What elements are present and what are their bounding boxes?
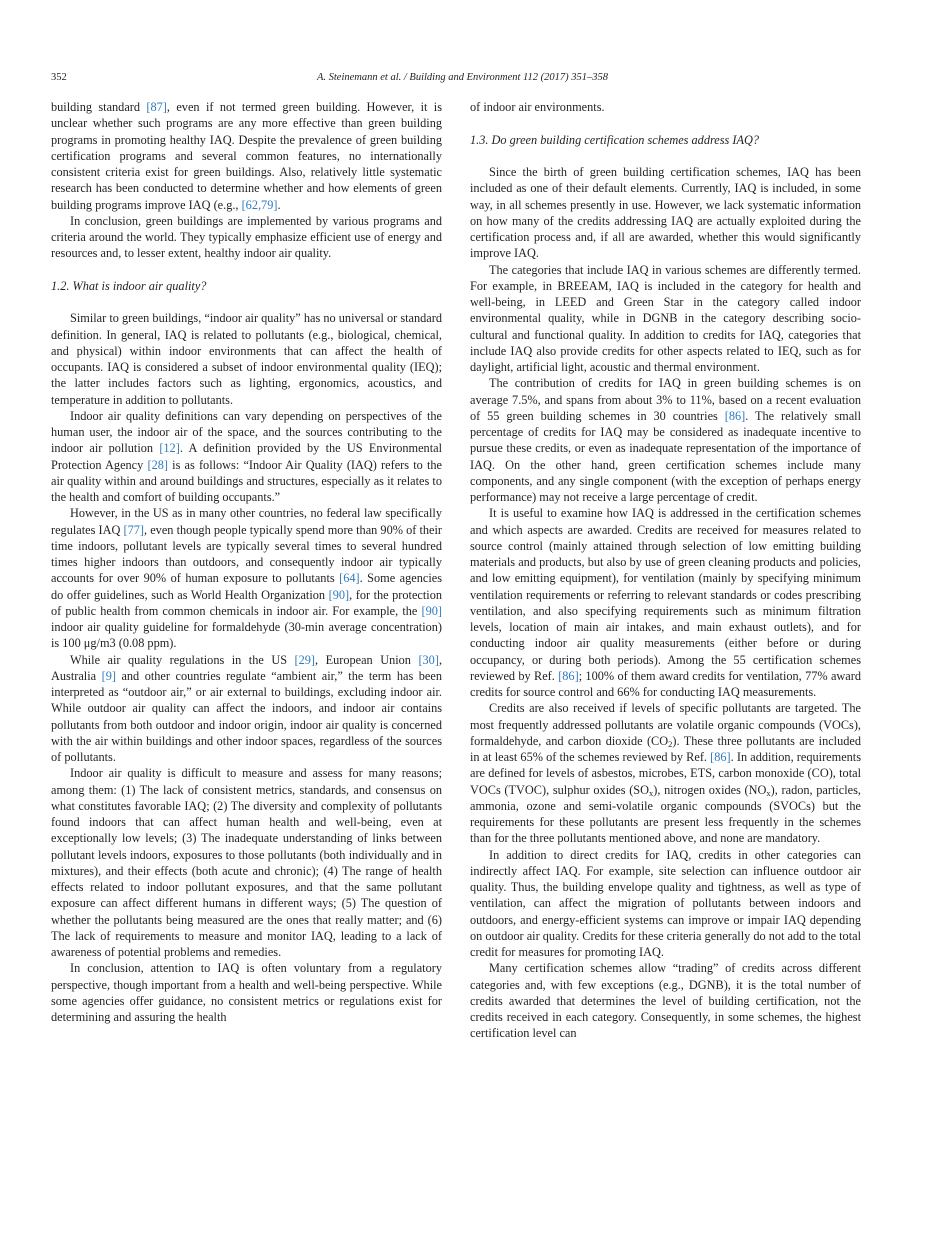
- paragraph: Indoor air quality is difficult to measure and assess for many reasons; among them: (1) The lack of consistent metrics, standards, and consensus on what constitutes favorable IAQ; (2) The diversity and complexity of pollutants found indoors that can affect human health and well-being, even at exceptionally low levels; (3) The inadequate understanding of links between pollutant levels indoors, exposures to those pollutants (both individually and in mixtures), and their effects (both acute and chronic); (4) The range of health effects related to indoor pollutant exposures, and that the same pollutant exposure can affect different humans in different ways; (5) The question of whether the pollutants being measured are the ones that really matter; and (6) The lack of requirements to measure and monitor IAQ, leading to a lack of awareness of potential problems and remedies.: [51, 766, 442, 959]
- citation-link[interactable]: [12]: [159, 441, 180, 456]
- paragraph: Credits are also received if levels of specific pollutants are targeted. The most frequently addressed pollutants are volatile organic compounds (VOCs), formaldehyde, and carbon dioxide $(CO_2)$. These three pollutants are included in at least 65% of the schemes reviewed by Ref. [86]. In addition, requirements are defined for levels of asbestos, microbes, ETS, carbon monoxide (CO), total VOCs (TVOC), sulphur oxides $(SO_x)$, nitrogen oxides $(NO_x)$, radon, particles, ammonia, ozone and semi-volatile organic compounds (SVOCs) but the requirements for these pollutants are present less frequently in the schemes than for the three pollutants mentioned above, and none are mandatory.: [470, 701, 861, 846]
- citation-link[interactable]: [29]: [294, 652, 316, 667]
- citation-link[interactable]: [77]: [123, 522, 145, 537]
- subscript: 2: [668, 738, 673, 749]
- paragraph: However, in the US as in many other countries, no federal law specifically regulates IAQ [77], even though people typically spend more than 90% of their time indoors, pollutant levels are typically several times to several hundred times higher indoors than outdoors, and consequently indoor air typically accounts for over 90% of human exposure to pollutants [64]. Some agencies do offer guidelines, such as World Health Organization [90], for the protection of public health from common chemicals in indoor air. For example, the [90] indoor air quality guideline for formaldehyde (30-min average concentration) is 100 μg/m3 (0.08 ppm).: [51, 506, 443, 651]
- citation-link[interactable]: [87]: [146, 100, 167, 114]
- paragraph: The categories that include IAQ in various schemes are differently termed. For example, in BREEAM, IAQ is included in the category for health and well-being, in LEED and Green Star in the category called indoor environmental quality, while in DGNB in the category describing socio-cultural and functional quality. In addition to credits for IAQ, categories that include IAQ also provide credits for other aspects related to IEQ, such as for daylight, artificial light, acoustic and thermal environment.: [470, 262, 861, 374]
- citation-link[interactable]: [28]: [147, 457, 168, 472]
- left-column: [51, 99, 442, 1025]
- page-number: 352: [51, 72, 67, 83]
- paragraph: It is useful to examine how IAQ is addressed in the certification schemes and which aspects are awarded. Credits are received for measures related to source control (mainly attained through selection of low emitting building materials and products, but also by use of green cleaning products and policies, and low emitting equipment), for ventilation (mainly by specifying minimum ventilation requirements or referring to relevant standards or codes prescribing ventilation, and also specifying requirements such as minimum filtration levels, location of main air intakes, and main exhaust outlets), and for conducting indoor air quality measurements (either before or during occupancy, or during both periods). Among the 55 certification schemes reviewed by Ref. [86]; 100% of them award credits for ventilation, 77% award credits for source control and 66% for conducting IAQ measurements.: [470, 506, 861, 699]
- citation-link[interactable]: [90]: [328, 587, 350, 602]
- right-column: [470, 99, 861, 1042]
- paragraph: of indoor air environments.: [470, 100, 605, 114]
- subscript: x: [766, 787, 771, 798]
- paragraph: While air quality regulations in the US [29], European Union [30], Australia [9] and other countries regulate “ambient air,” the term has been interpreted as “outdoor air,” or air external to buildings, excluding indoor air. While outdoor air quality can affect the indoors, and indoor air contains pollutants from both outdoor and indoor origin, indoor air quality is concerned with the air within buildings and other indoor spaces, regardless of the sources of pollutants.: [51, 652, 443, 764]
- paragraph: Many certification schemes allow “trading” of credits across different categories and, with few exceptions (e.g., DGNB), it is the total number of credits awarded that determines the level of building certification, not the credits received in each category. Consequently, in some schemes, the highest certification level can: [470, 961, 861, 1041]
- paragraph: The contribution of credits for IAQ in green building schemes is on average 7.5%, and spans from about 3% to 11%, based on a recent evaluation of 55 green building schemes in 30 countries [86]. The relatively small percentage of credits for IAQ may be considered as inadequate incentive to pursue these credits, or even as inadequate representation of the importance of IAQ. On the other hand, green certification schemes include many components, and any single component (with the exception of perhaps energy performance) may not receive a large percentage of credit.: [470, 376, 862, 504]
- paragraph: In conclusion, attention to IAQ is often voluntary from a regulatory perspective, though important from a health and well-being perspective. While some agencies offer guidance, no consistent metrics or regulations exist for determining and assuring the health: [51, 961, 442, 1024]
- paragraph: Similar to green buildings, “indoor air quality” has no universal or standard definition. In general, IAQ is related to pollutants (e.g., biological, chemical, and physical) within indoor environments that can affect the health of occupants. IAQ is considered a subset of indoor environmental quality (IEQ); the latter includes factors such as lighting, ergonomics, acoustics, and temperature in addition to pollutants.: [51, 311, 442, 407]
- citation-link[interactable]: [62,79]: [241, 197, 278, 212]
- citation-link[interactable]: [9]: [101, 668, 116, 683]
- paragraph: In addition to direct credits for IAQ, credits in other categories can indirectly affect IAQ. For example, site selection can influence outdoor air quality. Thus, the building envelope quality and tightness, as well as type of ventilation, can affect the migration of pollutants between indoors and outdoors, and energy-efficient systems can improve or impair IAQ depending on outdoor air quality. Credits for these criteria generally do not add to the total credit for measures for promoting IAQ.: [470, 847, 861, 959]
- citation-link[interactable]: [64]: [339, 571, 360, 586]
- section-heading-1-2: 1.2. What is indoor air quality?: [51, 278, 207, 293]
- subscript: x: [649, 787, 654, 798]
- paragraph: Since the birth of green building certification schemes, IAQ has been included as one of their default elements. Currently, IAQ is included, in some way, in all schemes presently in use. However, we lack systematic information on how many of the credits addressing IAQ are actually exploited during the certification process and, if all are awarded, whether this would significantly improve IAQ.: [470, 165, 861, 261]
- citation-link[interactable]: [86]: [710, 750, 731, 764]
- section-heading-1-3: 1.3. Do green building certification schemes address IAQ?: [470, 132, 760, 147]
- paragraph: building standard [87], even if not termed green building. However, it is unclear whether such programs are any more effective than green building programs in promoting healthy IAQ. Despite the prevalence of green building certification programs and several common features, no internationally consistent criteria exist for green buildings. Also, relatively little systematic research has been conducted to determine whether and how elements of green building programs improve IAQ (e.g., [62,79].: [51, 100, 442, 212]
- paragraph: In conclusion, green buildings are implemented by various programs and criteria around the world. They typically emphasize efficient use of energy and resources and, to lesser extent, healthy indoor air quality.: [51, 213, 442, 261]
- running-head: A. Steinemann et al. / Building and Environment 112 (2017) 351–358: [316, 72, 609, 83]
- citation-link[interactable]: [90]: [421, 603, 442, 618]
- citation-link[interactable]: [86]: [724, 408, 746, 423]
- citation-link[interactable]: [86]: [558, 668, 579, 683]
- paragraph: Indoor air quality definitions can vary depending on perspectives of the human user, the indoor air of the space, and the sources contributing to the indoor air pollution [12]. A definition provided by the US Environmental Protection Agency [28] is as follows: “Indoor Air Quality (IAQ) refers to the air quality within and around buildings and structures, especially as it relates to the health and comfort of building occupants.”: [51, 408, 442, 504]
- citation-link[interactable]: [30]: [418, 652, 439, 667]
